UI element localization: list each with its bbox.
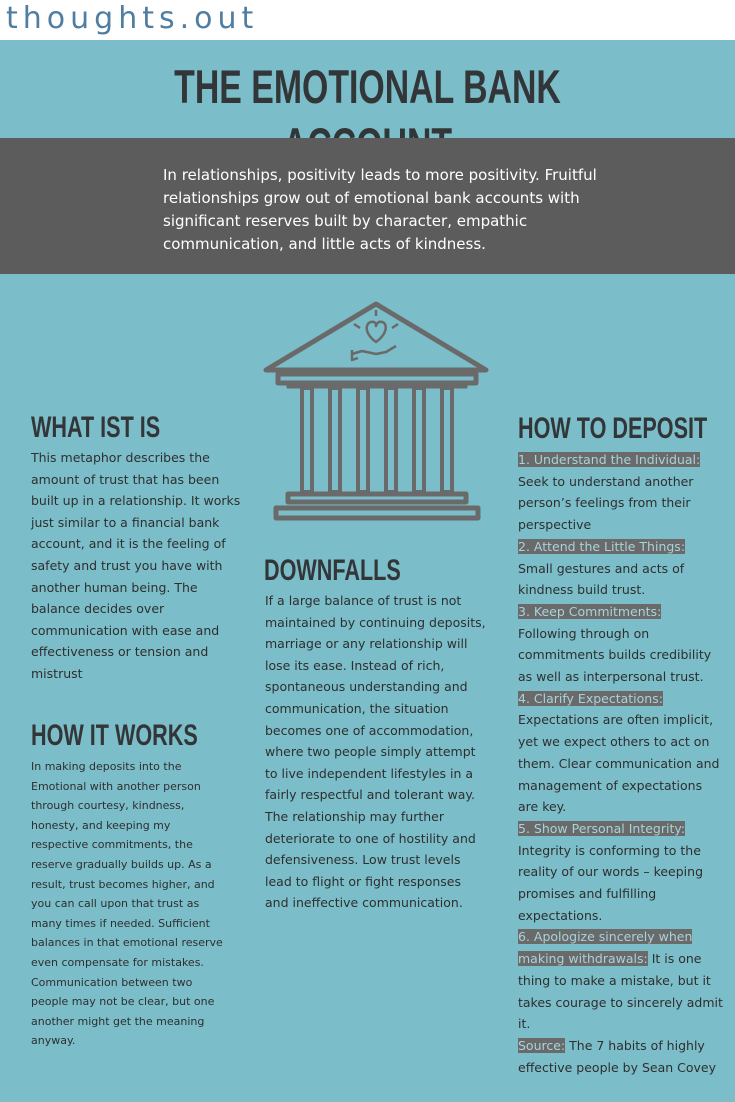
deposit-step <box>518 818 723 927</box>
page-title: THE EMOTIONAL BANK <box>174 60 561 113</box>
step-label: 4. Clarify Expectations: <box>518 690 663 706</box>
step-text: Integrity is conforming to the reality of our words – keeping promises and fulfilling expectations. <box>518 842 704 923</box>
what-it-is-text: This metaphor describes the amount of trust that has been built up in a relationship. It works just similar to a financial bank account, and it is the feeling of safety and trust you have with another human being. The balance decides over communication with ease and effectiveness or tension and mistrust <box>31 450 241 681</box>
brand-logo: thoughts.out <box>6 1 259 36</box>
heading-how-to-deposit: HOW TO DEPOSIT <box>518 412 708 445</box>
step-text: It is one thing to make a mistake, but it takes courage to sincerely admit it. <box>518 951 723 1032</box>
top-bar <box>0 0 735 40</box>
step-label: 1. Understand the Individual: <box>518 452 701 467</box>
source-label: Source: <box>518 1037 566 1053</box>
step-label: 3. Keep Commitments: <box>518 603 662 619</box>
how-it-works-text: In making deposits into the Emotional with another person through courtesy, kindness, honesty, and keeping my respective commitments, the reserve gradually builds up. As a result, trust becomes higher, and you can call upon that trust as many times if needed. Sufficient balances in that emotional reserve even compensate for mistakes. Communication between two people may not be clear, but one another might get the meaning anyway. <box>31 760 223 1048</box>
step-text: Following through on commitments builds credibility as well as interpersonal trust. <box>518 625 712 685</box>
source-line <box>518 1035 723 1078</box>
bank-heart-hand-icon <box>258 298 490 526</box>
heading-how-it-works: HOW IT WORKS <box>31 719 198 752</box>
deposit-steps <box>518 449 723 1078</box>
step-label: 6. Apologize sincerely when making withdrawals: <box>518 929 693 967</box>
step-label: 2. Attend the Little Things: <box>518 538 686 554</box>
deposit-step <box>518 536 723 601</box>
intro-text: In relationships, positivity leads to more positivity. Fruitful relationships grow out of emotional bank accounts with significant reserves built by character, empathic communication, and little acts of kindness. <box>163 166 597 253</box>
step-label: 5. Show Personal Integrity: <box>518 820 686 836</box>
step-text: Seek to understand another person’s feelings from their perspective <box>518 473 694 533</box>
deposit-step <box>518 449 723 536</box>
downfalls-text: If a large balance of trust is not maintained by continuing deposits, marriage or any relationship will lose its ease. Instead of rich, spontaneous understanding and communication, the situation becomes one of accommodation, where two people simply attempt to live independent lifestyles in a fairly respectful and tolerant way. The relationship may further deteriorate to one of hostility and defensiveness. Low trust levels lead to flight or fight responses and ineffective communication. <box>265 593 486 911</box>
deposit-step <box>518 601 723 688</box>
source-text: The 7 habits of highly effective people by Sean Covey <box>518 1037 716 1075</box>
deposit-step <box>518 926 723 1035</box>
heading-what-it-is: WHAT IST IS <box>31 411 161 444</box>
step-text: Small gestures and acts of kindness build trust. <box>518 560 685 598</box>
deposit-step <box>518 688 723 818</box>
heading-downfalls: DOWNFALLS <box>264 554 401 587</box>
step-text: Expectations are often implicit, yet we expect others to act on them. Clear communication and management of expectations are key. <box>518 712 720 815</box>
